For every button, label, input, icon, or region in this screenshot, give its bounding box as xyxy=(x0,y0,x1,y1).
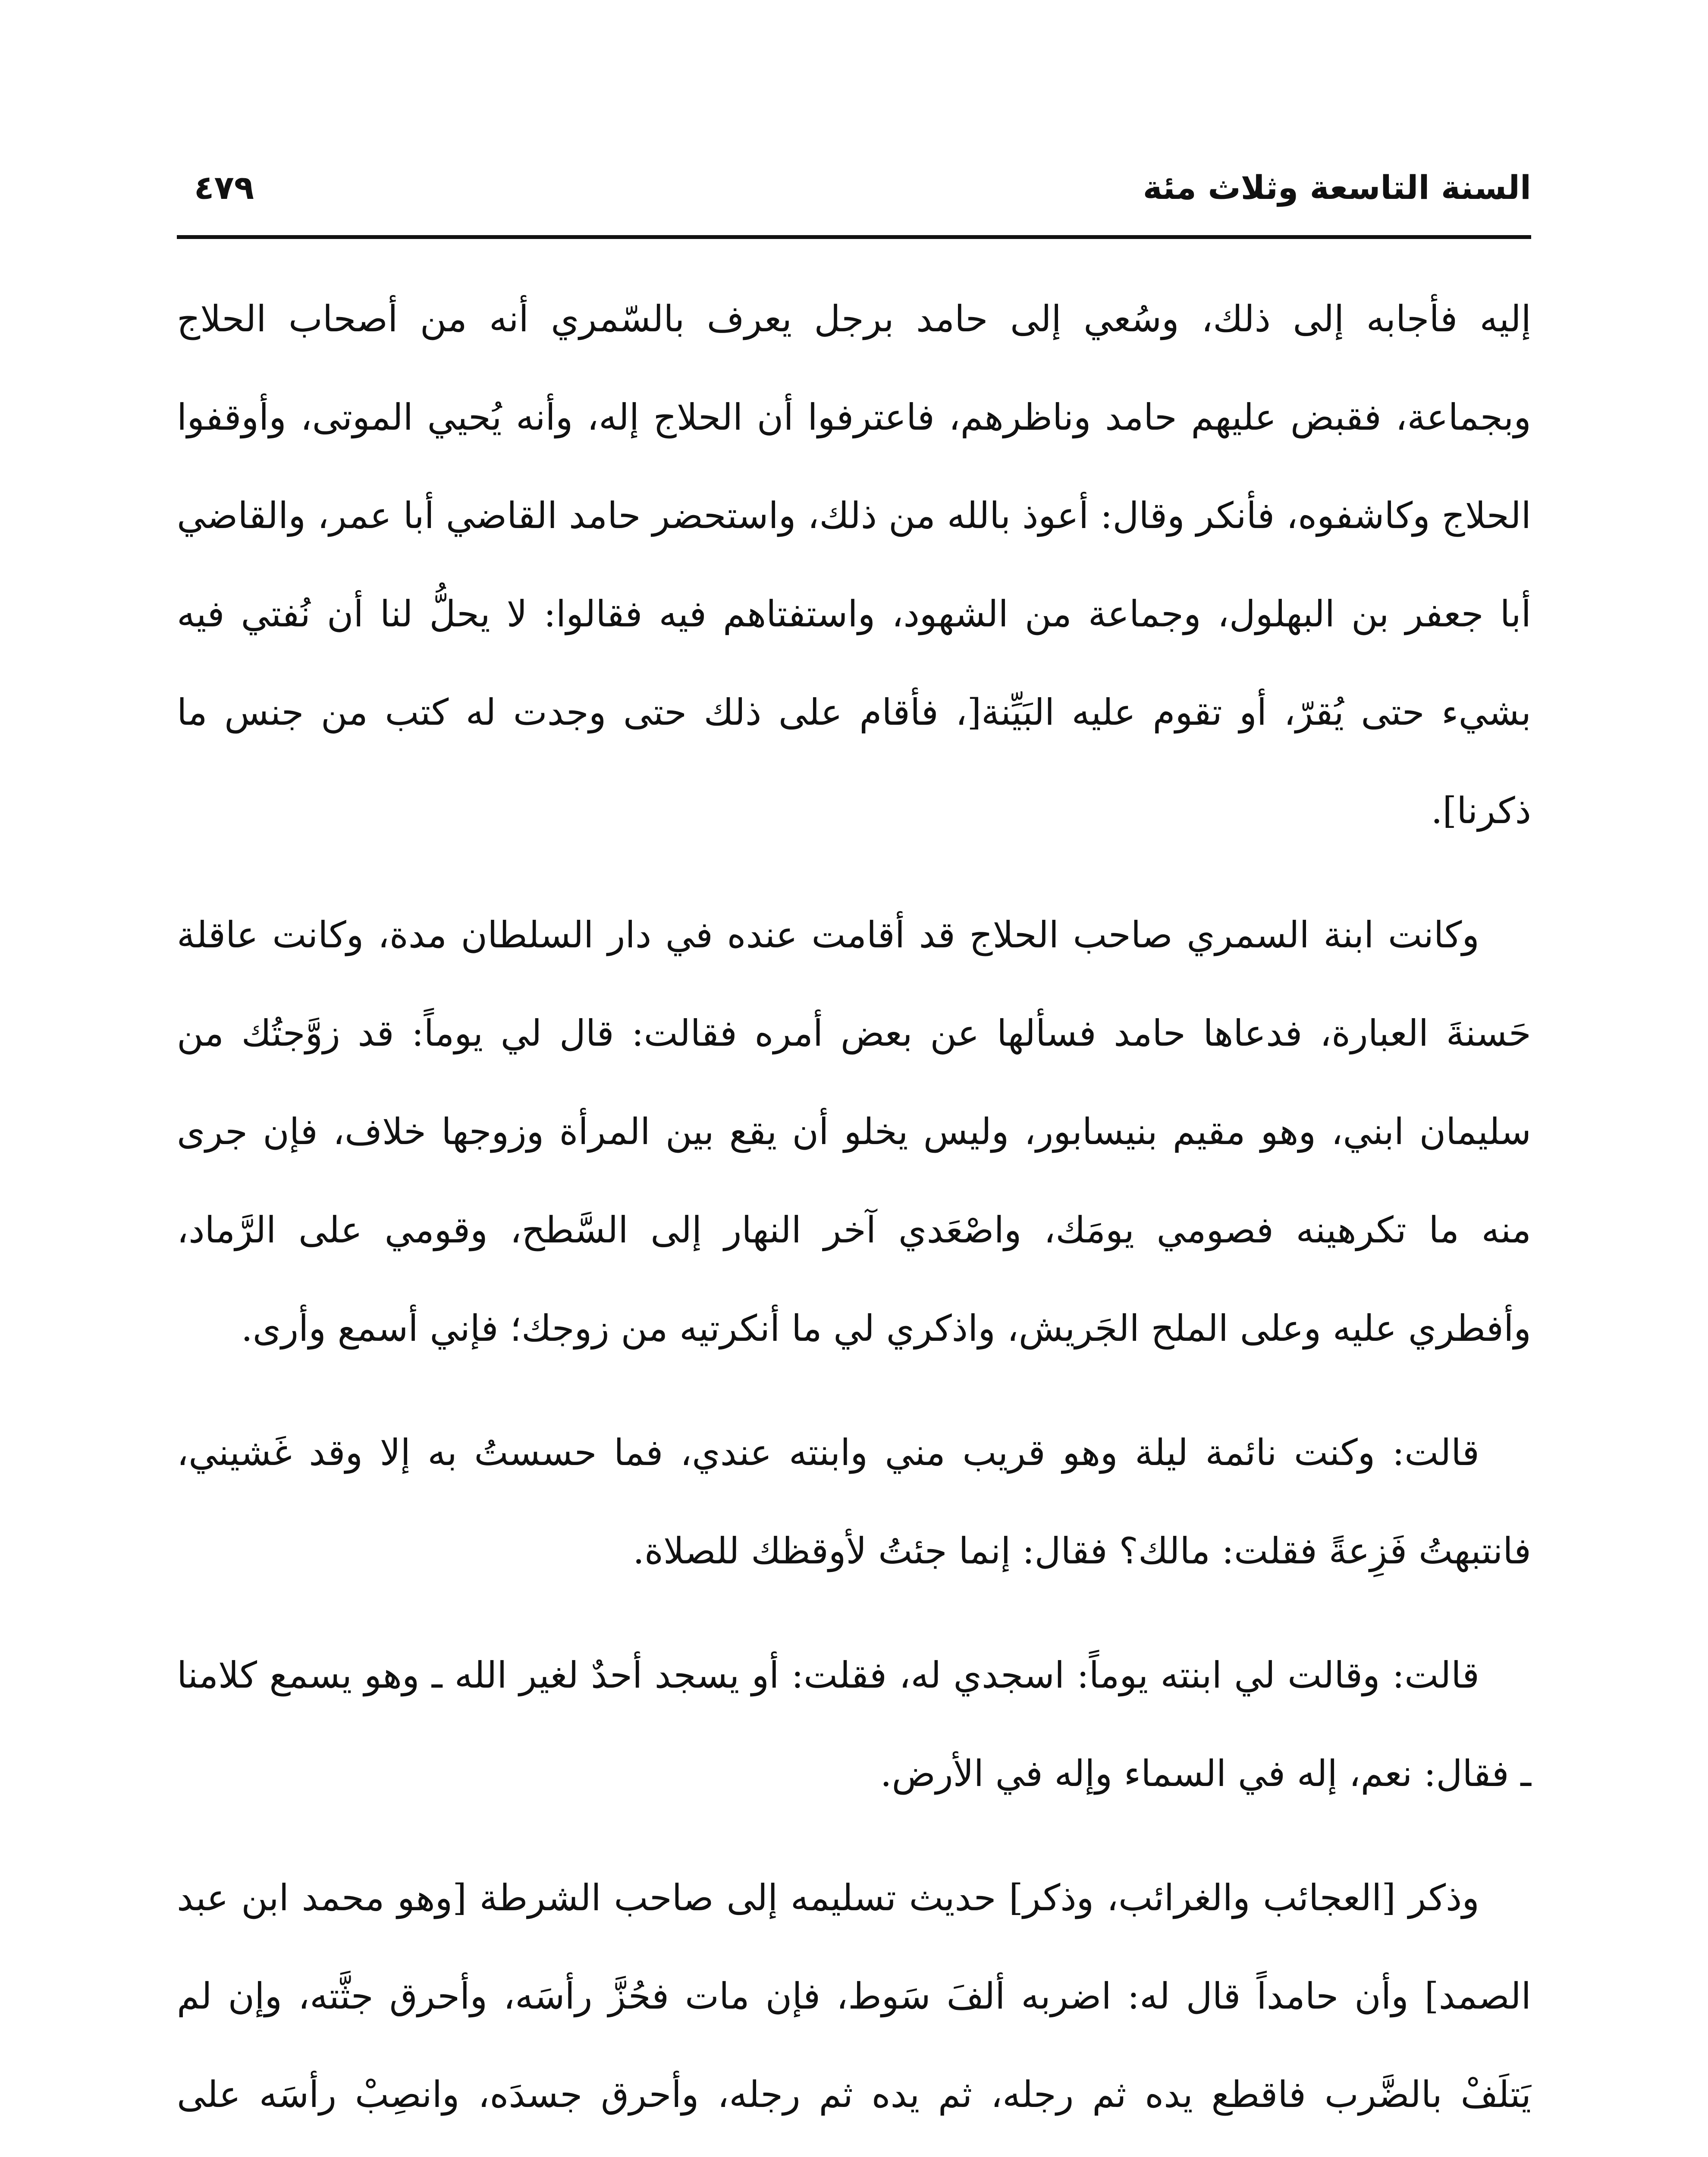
page-header xyxy=(177,155,1531,220)
paragraph-4: قالت: وقالت لي ابنته يوماً: اسجدي له، فقلت: أو يسجد أحدٌ لغير الله ـ وهو يسمع كلامنا ـ فقال: نعم، إله في السماء وإله في الأرض. xyxy=(177,1654,1531,1795)
header-divider xyxy=(177,235,1531,239)
page-number: ٤٧٩ xyxy=(194,168,254,207)
paragraph-5: وذكر [العجائب والغرائب، وذكر] حديث تسليمه إلى صاحب الشرطة [وهو محمد ابن عبد الصمد] وأن حامداً قال له: اضربه ألفَ سَوط، فإن مات فحُزَّ رأسَه، وأحرق جثَّته، وإن لم يَتلَفْ بالضَّرب فاقطع يده ثم رجله، ثم يده ثم رجله، وأحرق جسدَه، وانصِبْ رأسَه على xyxy=(177,1877,1531,2116)
paragraph-1: إليه فأجابه إلى ذلك، وسُعي إلى حامد برجل يعرف بالسّمري أنه من أصحاب الحلاج وبجماعة، فقبض عليهم حامد وناظرهم، فاعترفوا أن الحلاج إله، وأنه يُحيي الموتى، وأوقفوا الحلاج وكاشفوه، فأنكر وقال: أعوذ بالله من ذلك، واستحضر حامد القاضي أبا عمر، والقاضي أبا جعفر بن البهلول، وجماعة من الشهود، واستفتاهم فيه فقالوا: لا يحلُّ لنا أن نُفتي فيه بشيء حتى يُقرّ، أو تقوم عليه البَيِّنة[، فأقام على ذلك حتى وجدت له كتب من جنس ما ذكرنا]. xyxy=(177,298,1531,832)
paragraph-2: وكانت ابنة السمري صاحب الحلاج قد أقامت عنده في دار السلطان مدة، وكانت عاقلة حَسنةَ العبارة، فدعاها حامد فسألها عن بعض أمره فقالت: قال لي يوماً: قد زوَّجتُك من سليمان ابني، وهو مقيم بنيسابور، وليس يخلو أن يقع بين المرأة وزوجها خلاف، فإن جرى منه ما تكرهينه فصومي يومَك، واصْعَدي آخر النهار إلى السَّطح، وقومي على الرَّماد، وأفطري عليه وعلى الملح الجَريش، واذكري لي ما أنكرتيه من زوجك؛ فإني أسمع وأرى. xyxy=(177,914,1531,1349)
running-title: السنة التاسعة وثلاث مئة xyxy=(1143,168,1531,207)
paragraph-3: قالت: وكنت نائمة ليلة وهو قريب مني وابنته عندي، فما حسستُ به إلا وقد غَشيني، فانتبهتُ فَزِعةً فقلت: مالك؟ فقال: إنما جئتُ لأوقظك للصلاة. xyxy=(177,1431,1531,1572)
main-text xyxy=(177,270,1531,2157)
